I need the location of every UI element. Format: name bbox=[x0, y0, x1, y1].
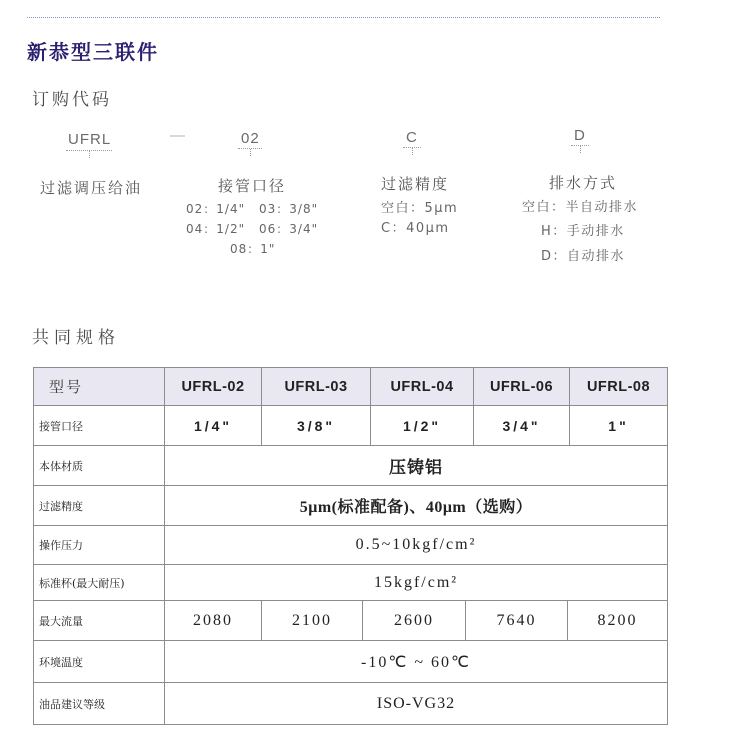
max-flow-cell: 8200 bbox=[568, 601, 668, 641]
model-header-label: 型号 bbox=[33, 367, 165, 406]
table-row-max-flow bbox=[33, 601, 668, 641]
port-option: 02：1/4" bbox=[186, 202, 246, 216]
row-label: 标准杯(最大耐压) bbox=[33, 565, 165, 601]
port-size-cell: 3/4" bbox=[474, 406, 570, 446]
row-label: 本体材质 bbox=[33, 446, 165, 486]
max-flow-cell: 7640 bbox=[466, 601, 568, 641]
row-label: 最大流量 bbox=[33, 601, 165, 641]
port-size-cell: 1" bbox=[570, 406, 668, 446]
model-header-cell: UFRL-08 bbox=[570, 367, 668, 406]
drain-code-bracket bbox=[571, 145, 589, 153]
top-dotted-rule bbox=[27, 17, 660, 18]
table-row-ambient-temp bbox=[33, 641, 668, 683]
model-header-cell: UFRL-03 bbox=[262, 367, 371, 406]
max-flow-cell: 2600 bbox=[363, 601, 466, 641]
table-row-port-size bbox=[33, 406, 668, 446]
series-code: UFRL bbox=[68, 131, 112, 148]
page-title: 新恭型三联件 bbox=[27, 40, 159, 64]
port-size-cell: 1/2" bbox=[371, 406, 474, 446]
table-row-bowl-pressure bbox=[33, 565, 668, 601]
port-size-cell: 3/8" bbox=[262, 406, 371, 446]
operating-pressure-cell: 0.5~10kgf/cm² bbox=[165, 526, 668, 565]
series-code-bracket bbox=[66, 150, 112, 158]
table-row-body-material bbox=[33, 446, 668, 486]
code-separator: — bbox=[170, 127, 185, 144]
port-option: 08：1" bbox=[230, 242, 276, 256]
table-row-operating-pressure bbox=[33, 526, 668, 565]
drain-option: H：手动排水 bbox=[541, 224, 625, 239]
spec-table bbox=[33, 367, 668, 725]
table-row-oil-grade bbox=[33, 683, 668, 725]
model-header-cell: UFRL-02 bbox=[165, 367, 262, 406]
table-row-filtration bbox=[33, 486, 668, 526]
model-header-cell: UFRL-06 bbox=[474, 367, 570, 406]
port-option: 03：3/8" bbox=[259, 202, 319, 216]
body-material-cell: 压铸铝 bbox=[165, 446, 668, 486]
oil-grade-cell: ISO-VG32 bbox=[165, 683, 668, 725]
row-label: 环境温度 bbox=[33, 641, 165, 683]
port-code-bracket bbox=[238, 148, 262, 156]
table-header-row bbox=[33, 367, 668, 406]
filter-code-bracket bbox=[403, 147, 421, 155]
filter-option: C：40μm bbox=[381, 221, 450, 236]
filter-code: C bbox=[406, 129, 418, 146]
port-size-cell: 1/4" bbox=[165, 406, 262, 446]
filter-option: 空白：5μm bbox=[381, 201, 459, 216]
row-label: 操作压力 bbox=[33, 526, 165, 565]
ambient-temp-cell: -10℃ ~ 60℃ bbox=[165, 641, 668, 683]
row-label: 过滤精度 bbox=[33, 486, 165, 526]
drain-option: D：自动排水 bbox=[541, 249, 626, 264]
max-flow-cell: 2080 bbox=[165, 601, 262, 641]
filtration-cell: 5μm(标准配备)、40μm（选购） bbox=[165, 486, 668, 526]
order-code-heading: 订购代码 bbox=[32, 90, 112, 110]
row-label: 油品建议等级 bbox=[33, 683, 165, 725]
drain-code: D bbox=[574, 127, 586, 144]
filter-label: 过滤精度 bbox=[381, 175, 450, 193]
drain-option: 空白：半自动排水 bbox=[522, 200, 639, 215]
port-option: 06：3/4" bbox=[259, 222, 319, 236]
drain-label: 排水方式 bbox=[549, 174, 618, 192]
port-option: 04：1/2" bbox=[186, 222, 246, 236]
series-label: 过滤调压给油 bbox=[40, 179, 143, 197]
model-header-cell: UFRL-04 bbox=[371, 367, 474, 406]
port-label: 接管口径 bbox=[218, 177, 287, 195]
row-label: 接管口径 bbox=[33, 406, 165, 446]
port-code: 02 bbox=[241, 130, 260, 147]
max-flow-cell: 2100 bbox=[262, 601, 363, 641]
bowl-pressure-cell: 15kgf/cm² bbox=[165, 565, 668, 601]
common-specs-heading: 共同规格 bbox=[32, 328, 120, 348]
